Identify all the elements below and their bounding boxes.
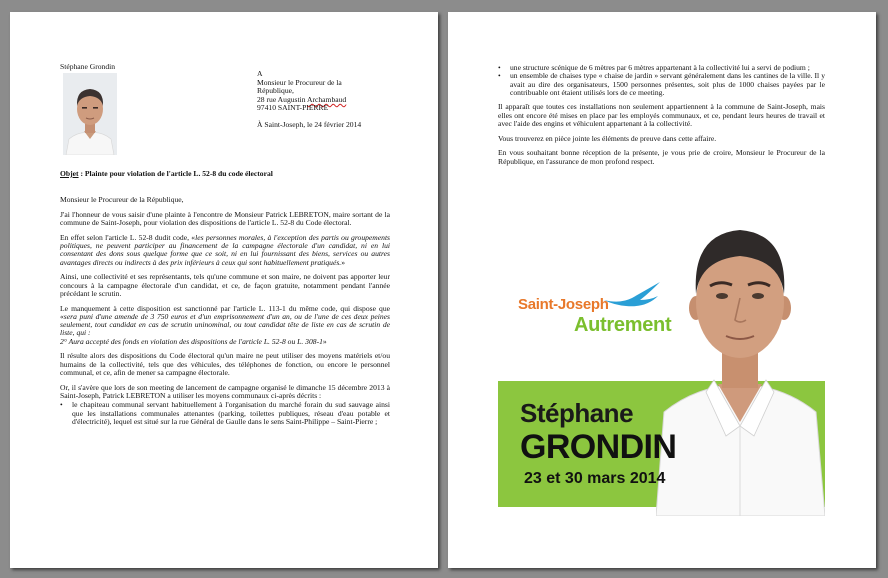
- list-item-text: une structure scénique de 6 mètres par 6 mètres appartenant à la collectivité lui a servi de podium ;: [510, 63, 810, 72]
- subject-label: Objet: [60, 169, 79, 178]
- subject-text: : Plainte pour violation de l'article L. 52-8 du code électoral: [78, 169, 273, 178]
- address-line: 97410 SAINT-PIERRE: [257, 103, 329, 113]
- paragraph: Il apparaît que toutes ces installations non seulement appartiennent à la commune de Saint-Joseph, mais elles ont encore été mises en place par les employés communaux, et ce, pendant leurs heures de travail et avec l'aide des engins et véhiculent appartenant à la collectivité.: [498, 102, 825, 129]
- candidate-last-name: GRONDIN: [520, 428, 677, 466]
- logo-text-bottom: Autrement: [574, 314, 672, 336]
- list-item-text: un ensemble de chaises type « chaise de jardin » servant généralement dans les cantines de la ville. Il y avait au dire des organisateurs, 1500 personnes présentes, soit plus de 1000 chaises payées par le contribuable ont étaient utilisés lors de ce meeting.: [510, 71, 825, 97]
- address-street: 28 rue Augustin: [257, 94, 307, 104]
- logo-text-top: Saint-Joseph: [518, 296, 609, 313]
- bullet-icon: •: [498, 63, 501, 72]
- list-item-text: le chapiteau communal servant habituellement à l'organisation du marché forain du sud sauvage ainsi que les installations communales attenantes (parking, toilettes publiques, réseau d'eau potable et d'électricité), lequel est situé sur la rue Général de Gaulle dans le sens Saint-Philippe – Saint-Pierre ;: [72, 400, 390, 426]
- quote-text: les personnes morales, à l'exception des partis ou groupements politiques, ne peuvent participer au financement de la campagne électorale d'un candidat, ni en lui consentant des dons sous quelque forme que ce soit, ni en lui fournissant des biens, services ou autres avantages directs ou indirects à des prix inférieurs à ceux qui sont habituellement pratiqués.: [60, 232, 391, 267]
- paragraph: [60, 234, 390, 267]
- candidate-photo: [63, 73, 117, 155]
- quote-text: 2° Aura accepté des fonds en violation des dispositions de l'article L. 52-8 ou L. 308-1: [60, 336, 323, 346]
- campaign-logo: [518, 280, 672, 350]
- text-span: En effet selon l'article L. 52-8 dudit code, «: [60, 232, 196, 242]
- letter-page-1: [10, 12, 438, 568]
- bullet-icon: •: [498, 71, 501, 81]
- paragraph: J'ai l'honneur de vous saisir d'une plainte à l'encontre de Monsieur Patrick LEBRETON, maire sortant de la commune de Saint-Joseph, pour violation des dispositions de l'article L. 52-8 du Code électoral.: [60, 209, 390, 227]
- paragraph: [60, 305, 390, 346]
- paragraph: Vous trouverez en pièce jointe les éléments de preuve dans cette affaire.: [498, 133, 717, 143]
- text-span: Le manquement à cette disposition est sanctionné par l'article L. 113-1 du même code, qui dispose que «: [60, 303, 390, 321]
- address-line: A: [257, 69, 263, 78]
- letter-subject: [60, 169, 390, 178]
- bullet-icon: •: [60, 400, 63, 410]
- letter-date: À Saint-Joseph, le 24 février 2014: [257, 119, 362, 129]
- letter-page-2: [448, 12, 876, 568]
- bird-logo-icon: [602, 280, 662, 312]
- sender-name: Stéphane Grondin: [60, 62, 116, 71]
- letter-body-continued: [498, 64, 825, 172]
- paragraph: Or, il s'avère que lors de son meeting de lancement de campagne organisé le dimanche 15 décembre 2013 à Saint-Joseph, Patrick LEBRETON a utiliser les moyens communaux ci-après décrits :: [60, 382, 390, 400]
- text-span: »: [341, 257, 346, 267]
- paragraph: Il résulte alors des dispositions du Code électoral qu'un maire ne peut utiliser des moyens matériels et/ou humains de la collectivité, tels que des véhicules, des téléphones de fonction, ou encore le personnel communal, et ce, afin de mener sa campagne électorale.: [60, 351, 390, 377]
- address-line: Monsieur le Procureur de la: [257, 77, 342, 87]
- quote-text: sera puni d'une amende de 3 750 euros et d'un emprisonnement d'un an, ou de l'une de ces deux peines seulement, tout candidat en cas de scrutin uninominal, ou tout candidat tête de liste en cas de scrutin de liste, qui :: [60, 311, 390, 338]
- list-item: [60, 401, 390, 426]
- paragraph: Ainsi, une collectivité et ses représentants, tels qu'une commune et son maire, ne doivent pas apporter leur concours à la campagne électorale d'un candidat, et ce, de façon gratuite, notamment pendant l'année précédant le scrutin.: [60, 272, 390, 298]
- campaign-poster: [498, 216, 825, 516]
- letter-body: [60, 196, 390, 433]
- salutation: Monsieur le Procureur de la République,: [60, 195, 184, 204]
- paragraph: En vous souhaitant bonne réception de la présente, je vous prie de croire, Monsieur le Procureur de la République, en l'assurance de mon profond respect.: [498, 148, 825, 166]
- candidate-first-name: Stéphane: [520, 398, 634, 428]
- text-span: »: [322, 336, 327, 346]
- candidate-portrait: [656, 216, 825, 516]
- election-dates: 23 et 30 mars 2014: [524, 470, 666, 487]
- address-line: République,: [257, 86, 294, 96]
- recipient-address: [257, 70, 361, 130]
- address-street-name: Archambaud: [307, 94, 347, 104]
- list-item: [498, 72, 825, 97]
